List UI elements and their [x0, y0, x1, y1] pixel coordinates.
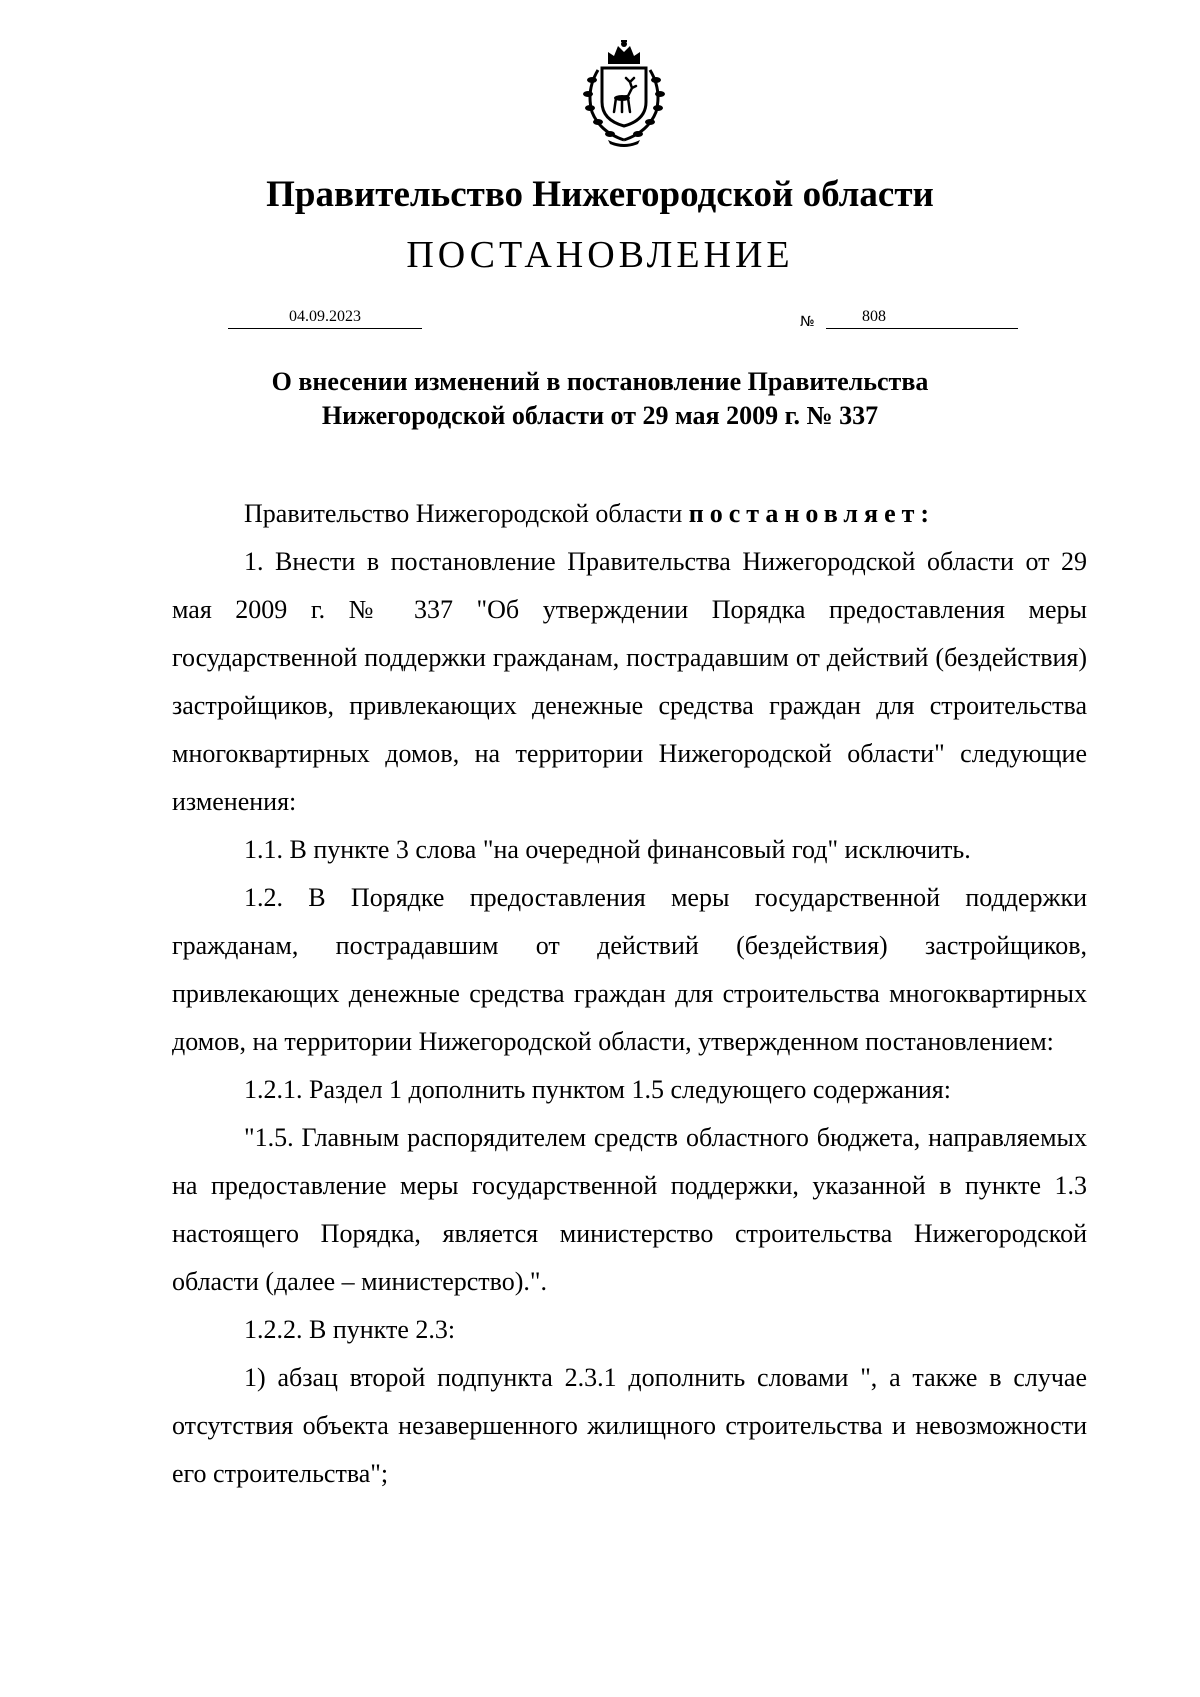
preamble-verb: постановляет:	[688, 499, 936, 528]
subject-line-1: О внесении изменений в постановление Правительства	[271, 367, 929, 396]
paragraph-subitem-1: 1) абзац второй подпункта 2.3.1 дополнить словами ", а также в случае отсутствия объекта незавершенного жилищного строительства и невозможности его строительства";	[172, 1363, 1087, 1488]
paragraph-1-2-2: 1.2.2. В пункте 2.3:	[244, 1315, 456, 1344]
document-body	[172, 490, 1087, 1498]
paragraph-1-2: 1.2. В Порядке предоставления меры государственной поддержки гражданам, пострадавшим от действий (бездействия) застройщиков, привлекающих денежные средства граждан для строительства многоквартирных домов, на территории Нижегородской области, утвержденном постановлением:	[172, 883, 1087, 1056]
document-number: 808	[862, 308, 886, 325]
paragraph-1: 1. Внести в постановление Правительства Нижегородской области от 29 мая 2009 г. № 337 "Об утверждении Порядка предоставления меры государственной поддержки гражданам, пострадавшим от действий (бездействия) застройщиков, привлекающих денежные средства граждан для строительства многоквартирных домов, на территории Нижегородской области" следующие изменения:	[172, 547, 1087, 816]
document-type-heading: ПОСТАНОВЛЕНИЕ	[406, 234, 794, 276]
paragraph-1-2-1: 1.2.1. Раздел 1 дополнить пунктом 1.5 следующего содержания:	[244, 1075, 951, 1104]
document-date: 04.09.2023	[228, 306, 422, 329]
number-sign-label: №	[800, 314, 815, 330]
paragraph-quote-1-5: "1.5. Главным распорядителем средств областного бюджета, направляемых на предоставление меры государственной поддержки, указанной в пункте 1.3 настоящего Порядка, является министерство строительства Нижегородской области (далее – министерство).".	[172, 1123, 1087, 1296]
document-subject	[200, 365, 1000, 433]
coat-of-arms-icon	[578, 40, 670, 148]
paragraph-1-1: 1.1. В пункте 3 слова "на очередной финансовый год" исключить.	[244, 835, 971, 864]
subject-line-2: Нижегородской области от 29 мая 2009 г. № 337	[321, 401, 879, 430]
document-number-field	[826, 306, 1018, 329]
preamble-text: Правительство Нижегородской области	[244, 499, 689, 528]
preamble-paragraph	[172, 490, 1087, 538]
organization-title: Правительство Нижегородской области	[266, 174, 934, 215]
